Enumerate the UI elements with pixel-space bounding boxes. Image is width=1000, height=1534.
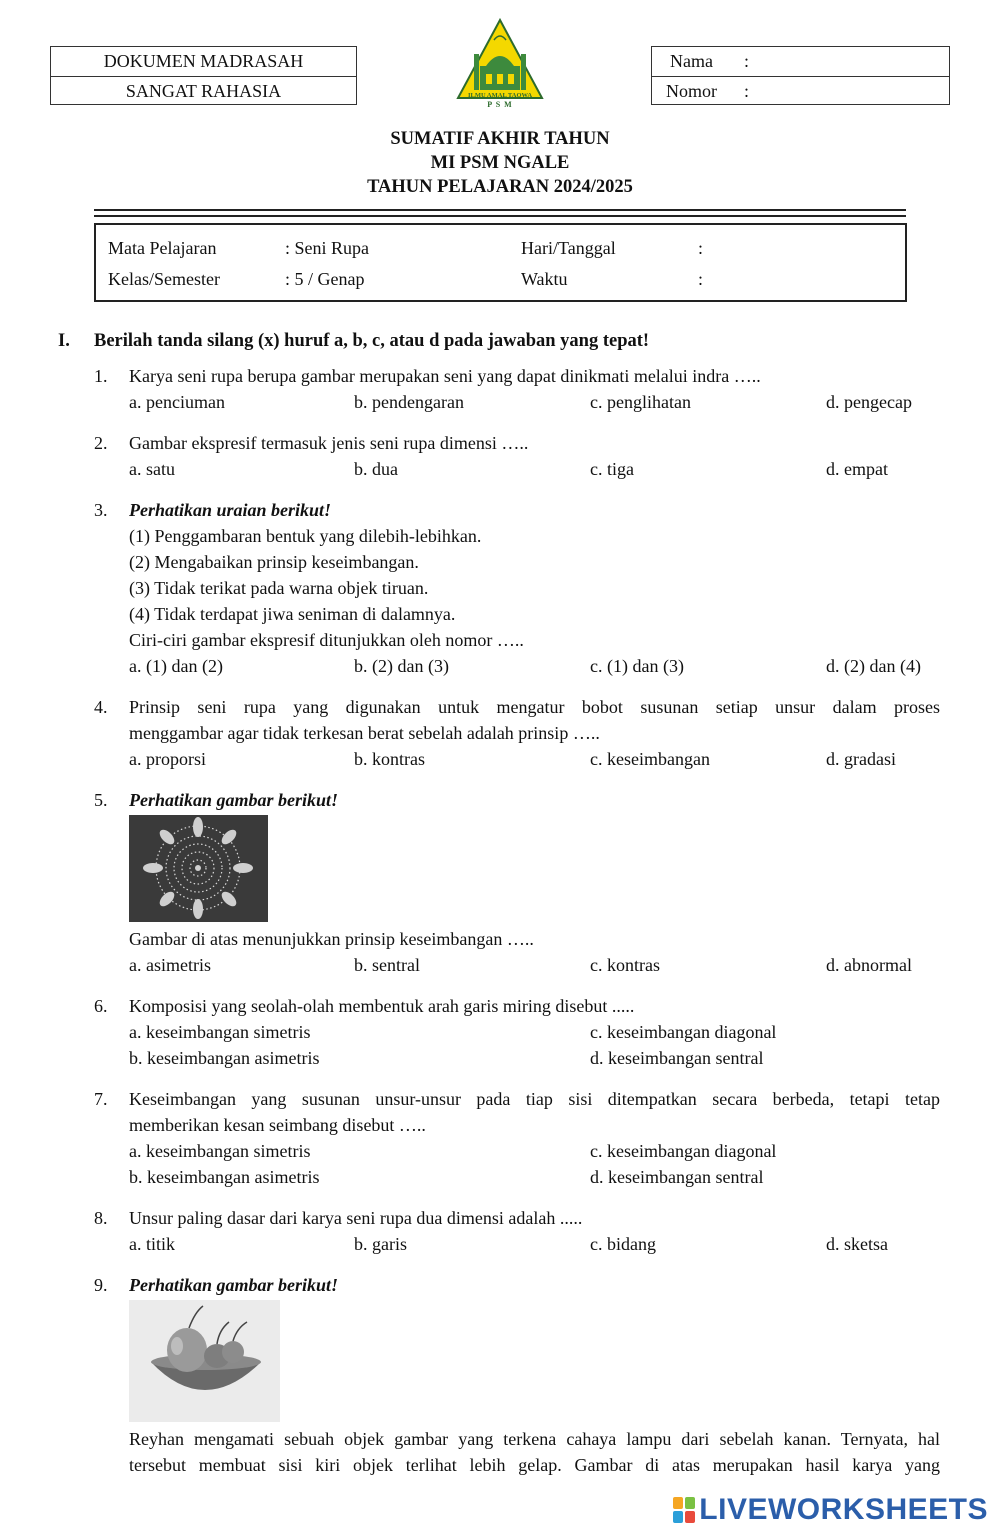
question-number: 6. — [94, 996, 108, 1016]
question-text-continued: memberikan kesan seimbang disebut ….. — [129, 1115, 426, 1135]
option-a[interactable]: a. proporsi — [129, 749, 206, 769]
secret-label: SANGAT RAHASIA — [51, 76, 356, 106]
option-a[interactable]: a. (1) dan (2) — [129, 656, 223, 676]
option-d[interactable]: d. (2) dan (4) — [826, 656, 921, 676]
question-text: Komposisi yang seolah-olah membentuk arah garis miring disebut ..... — [129, 996, 635, 1016]
doc-label: DOKUMEN MADRASAH — [103, 51, 304, 71]
section-number: I. — [58, 331, 70, 351]
question-number: 9. — [94, 1275, 108, 1295]
document-classification-box — [50, 46, 357, 105]
school-name: MI PSM NGALE — [430, 153, 570, 173]
option-c[interactable]: c. keseimbangan diagonal — [590, 1141, 777, 1161]
liveworksheets-logo-icon — [673, 1497, 695, 1523]
divider-rule — [94, 209, 906, 211]
question-text: Karya seni rupa berupa gambar merupakan seni yang dapat dinikmati melalui indra ….. — [129, 366, 761, 386]
question-heading: Perhatikan gambar berikut! — [129, 790, 339, 810]
question-text: Prinsip seni rupa yang digunakan untuk mengatur bobot susunan setiap unsur dalam proses — [129, 697, 940, 717]
mandala-dot-art-image — [129, 815, 268, 922]
option-d[interactable]: d. pengecap — [826, 392, 912, 412]
option-b[interactable]: b. (2) dan (3) — [354, 656, 449, 676]
option-a[interactable]: a. keseimbangan simetris — [129, 1022, 311, 1042]
section-instruction: Berilah tanda silang (x) huruf a, b, c, atau d pada jawaban yang tepat! — [94, 331, 650, 351]
question-heading: Perhatikan uraian berikut! — [129, 500, 332, 520]
option-d[interactable]: d. keseimbangan sentral — [590, 1048, 764, 1068]
question-number: 8. — [94, 1208, 108, 1228]
question-number: 1. — [94, 366, 108, 386]
name-label: Nama — [670, 51, 713, 71]
option-b[interactable]: b. kontras — [354, 749, 425, 769]
question-text: Unsur paling dasar dari karya seni rupa dua dimensi adalah ..... — [129, 1208, 583, 1228]
option-c[interactable]: c. penglihatan — [590, 392, 691, 412]
question-heading: Perhatikan gambar berikut! — [129, 1275, 339, 1295]
option-b[interactable]: b. garis — [354, 1234, 407, 1254]
class-value: : 5 / Genap — [285, 269, 365, 289]
fruit-bowl-sketch-image — [129, 1300, 280, 1422]
exam-info-box — [94, 223, 907, 302]
subject-label: Mata Pelajaran — [108, 238, 217, 258]
question-text: Gambar di atas menunjukkan prinsip keseimbangan ….. — [129, 929, 534, 949]
option-a[interactable]: a. keseimbangan simetris — [129, 1141, 311, 1161]
option-b[interactable]: b. sentral — [354, 955, 420, 975]
academic-year: TAHUN PELAJARAN 2024/2025 — [367, 177, 633, 197]
option-b[interactable]: b. keseimbangan asimetris — [129, 1048, 320, 1068]
option-c[interactable]: c. keseimbangan diagonal — [590, 1022, 777, 1042]
question-number: 2. — [94, 433, 108, 453]
class-label: Kelas/Semester — [108, 269, 220, 289]
option-c[interactable]: c. kontras — [590, 955, 660, 975]
question-number: 7. — [94, 1089, 108, 1109]
question-text-continued: tersebut membuat sisi kiri objek terlihat lebih gelap. Gambar di atas merupakan hasil karya yang — [129, 1455, 940, 1475]
option-a[interactable]: a. penciuman — [129, 392, 225, 412]
option-d[interactable]: d. abnormal — [826, 955, 912, 975]
option-c[interactable]: c. (1) dan (3) — [590, 656, 684, 676]
option-d[interactable]: d. keseimbangan sentral — [590, 1167, 764, 1187]
exam-title: SUMATIF AKHIR TAHUN — [390, 129, 610, 149]
option-a[interactable]: a. titik — [129, 1234, 175, 1254]
time-value: : — [698, 269, 704, 289]
option-c[interactable]: c. tiga — [590, 459, 634, 479]
time-label: Waktu — [521, 269, 568, 289]
liveworksheets-brand: LIVEWORKSHEETS — [699, 1493, 988, 1526]
option-c[interactable]: c. keseimbangan — [590, 749, 710, 769]
question-number: 4. — [94, 697, 108, 717]
statement-item: (1) Penggambaran bentuk yang dilebih-lebihkan. — [129, 526, 482, 546]
question-number: 3. — [94, 500, 108, 520]
day-label: Hari/Tanggal — [521, 238, 616, 258]
divider-rule — [94, 215, 906, 217]
subject-value: : Seni Rupa — [285, 238, 369, 258]
statement-item: (3) Tidak terikat pada warna objek tiruan. — [129, 578, 429, 598]
question-text: Gambar ekspresif termasuk jenis seni rupa dimensi ….. — [129, 433, 529, 453]
number-colon: : — [744, 81, 750, 101]
option-b[interactable]: b. dua — [354, 459, 398, 479]
option-d[interactable]: d. empat — [826, 459, 888, 479]
school-logo — [456, 18, 544, 110]
statement-item: (4) Tidak terdapat jiwa seniman di dalamnya. — [129, 604, 456, 624]
statement-item: (2) Mengabaikan prinsip keseimbangan. — [129, 552, 419, 572]
question-text-continued: menggambar agar tidak terkesan berat sebelah adalah prinsip ….. — [129, 723, 600, 743]
option-a[interactable]: a. satu — [129, 459, 175, 479]
question-number: 5. — [94, 790, 108, 810]
option-d[interactable]: d. gradasi — [826, 749, 896, 769]
logo-acronym: P S M — [487, 100, 513, 109]
day-value: : — [698, 238, 704, 258]
liveworksheets-watermark — [673, 1493, 988, 1527]
option-b[interactable]: b. keseimbangan asimetris — [129, 1167, 320, 1187]
question-text: Ciri-ciri gambar ekspresif ditunjukkan oleh nomor ….. — [129, 630, 524, 650]
option-a[interactable]: a. asimetris — [129, 955, 211, 975]
name-colon: : — [744, 51, 750, 71]
option-b[interactable]: b. pendengaran — [354, 392, 464, 412]
option-d[interactable]: d. sketsa — [826, 1234, 888, 1254]
number-label: Nomor — [666, 81, 717, 101]
question-text: Reyhan mengamati sebuah objek gambar yang terkena cahaya lampu dari sebelah kanan. Ternyata, hal — [129, 1429, 940, 1449]
question-text: Keseimbangan yang susunan unsur-unsur pada tiap sisi ditempatkan secara berbeda, tetapi tetap — [129, 1089, 940, 1109]
student-identity-box — [651, 46, 950, 105]
option-c[interactable]: c. bidang — [590, 1234, 656, 1254]
logo-motto: ILMU AMAL TAQWA — [467, 92, 533, 99]
